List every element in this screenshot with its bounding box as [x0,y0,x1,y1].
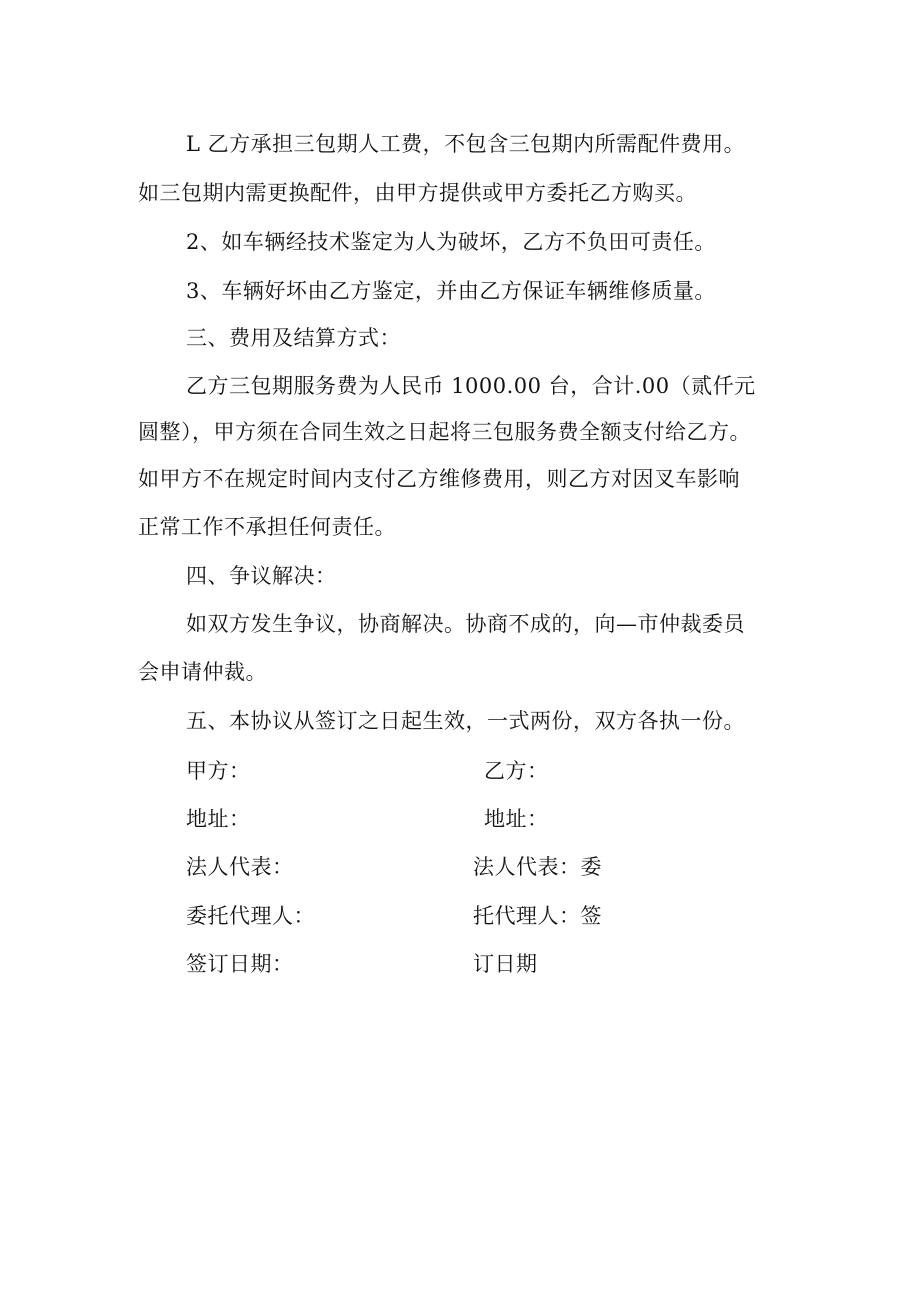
clause-1-line-1: L 乙方承担三包期人工费，不包含三包期内所需配件费用。 [186,132,746,156]
dispute-paragraph-line-2: 会申请仲裁。 [138,660,267,684]
party-a-label: 甲方： [186,759,251,783]
party-b-legal-rep-label: 法人代表：委 [473,855,602,879]
fee-paragraph-line-2: 圆整），甲方须在合同生效之日起将三包服务费全额支付给乙方。 [138,420,751,444]
fee-paragraph-line-1: 乙方三包期服务费为人民币 1000.00 台，合计.00（贰仟元 [186,374,756,398]
party-b-agent-label: 托代理人：签 [473,904,602,928]
fee-paragraph-line-3: 如甲方不在规定时间内支付乙方维修费用，则乙方对因叉车影响 [138,467,740,491]
party-a-legal-rep-label: 法人代表： [186,855,294,879]
party-a-address-label: 地址： [186,807,251,831]
clause-1-line-2: 如三包期内需更换配件，由甲方提供或甲方委托乙方购买。 [138,181,697,205]
party-b-address-label: 地址： [484,807,549,831]
clause-2: 2、如车辆经技术鉴定为人为破坏，乙方不负田可责任。 [186,230,716,254]
clause-3: 3、车辆好坏由乙方鉴定，并由乙方保证车辆维修质量。 [186,279,716,303]
party-b-label: 乙方： [484,759,549,783]
section-3-heading: 三、费用及结算方式： [186,326,401,350]
section-4-heading: 四、争议解决： [186,564,337,588]
dispute-paragraph-line-1: 如双方发生争议，协商解决。协商不成的，向—市仲裁委员 [186,612,745,636]
party-a-date-label: 签订日期： [186,952,294,976]
party-b-date-label: 订日期 [473,952,538,976]
fee-paragraph-line-4: 正常工作不承担任何责任。 [138,515,396,539]
party-a-agent-label: 委托代理人： [186,904,315,928]
section-5-effective: 五、本协议从签订之日起生效，一式两份，双方各执一份。 [186,709,745,733]
